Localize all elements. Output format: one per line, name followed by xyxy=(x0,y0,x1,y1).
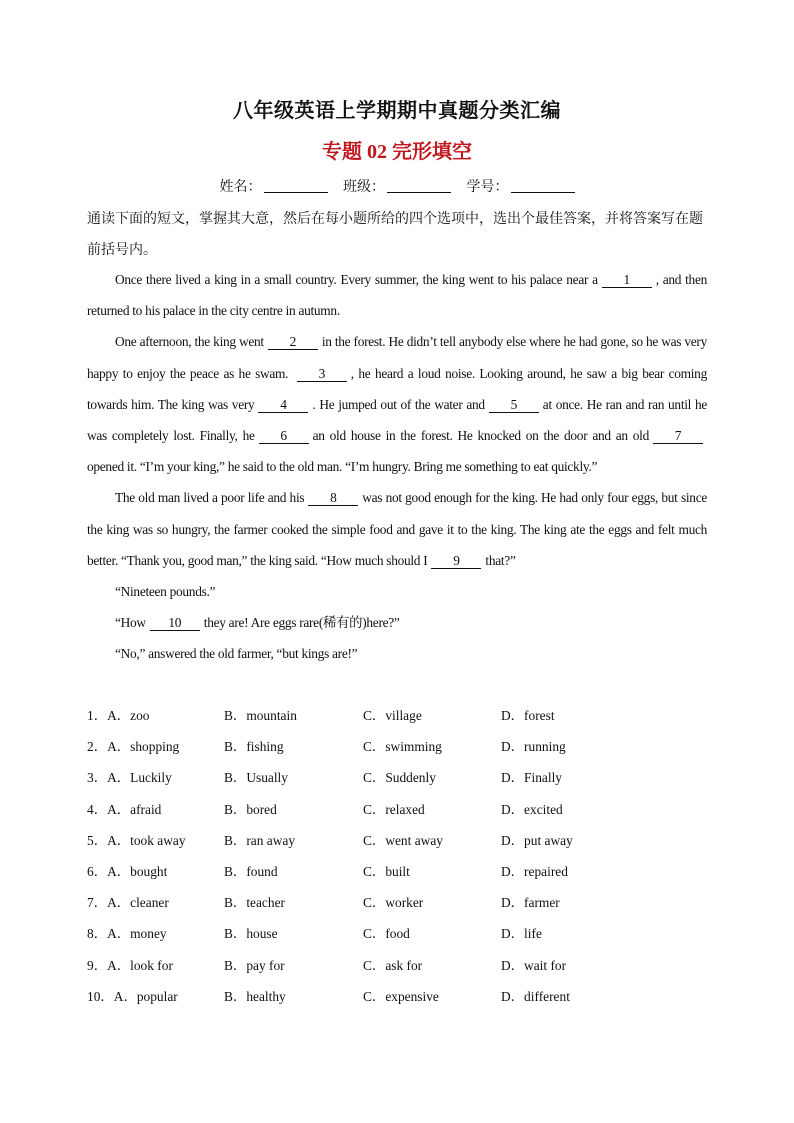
blank-gap: 2 xyxy=(268,334,318,350)
option-row xyxy=(87,856,707,887)
blank-gap: 1 xyxy=(602,272,652,288)
option-c: C．worker xyxy=(363,895,424,911)
name-blank xyxy=(264,178,328,193)
option-d: D．running xyxy=(501,739,566,755)
passage-paragraph xyxy=(87,326,707,482)
passage-paragraph xyxy=(87,264,707,326)
option-row xyxy=(87,762,707,793)
option-b: B．pay for xyxy=(224,957,285,973)
id-field xyxy=(467,180,575,195)
option-b: B．fishing xyxy=(224,739,284,755)
passage-text: that?” xyxy=(485,552,516,568)
option-a: 1．A．zoo xyxy=(87,708,150,723)
passage-text: they are! Are eggs rare(稀有的)here?” xyxy=(203,615,400,631)
option-c: C．went away xyxy=(363,832,443,848)
name-label: 姓名： xyxy=(219,180,262,195)
passage-text: , and then returned to his palace in the city centre in autumn. xyxy=(87,272,707,319)
option-d: D．excited xyxy=(501,801,563,817)
option-c: C．relaxed xyxy=(363,801,425,817)
passage-paragraph: “No,” answered the old farmer, “but kings are!” xyxy=(115,646,358,662)
option-c: C．village xyxy=(363,708,422,723)
option-c: C．swimming xyxy=(363,739,442,755)
passage-text: was not good enough for the king. He had only four eggs, but since the king was so hungry, the farmer cooked the simple food and gave it to the king. The king ate the eggs and felt much better. “Thank you, good man,” the king said. “How much should I xyxy=(87,490,707,568)
option-b: B．ran away xyxy=(224,832,296,848)
name-field xyxy=(220,180,328,195)
option-b: B．house xyxy=(224,926,278,942)
option-row xyxy=(87,950,707,981)
option-a: 5．A．took away xyxy=(87,832,186,848)
option-c: C．built xyxy=(363,863,410,879)
id-label: 学号： xyxy=(466,180,509,195)
id-blank xyxy=(511,178,575,193)
option-c: C．expensive xyxy=(363,988,439,1004)
blank-gap: 7 xyxy=(653,428,703,444)
passage-text: an old house in the forest. He knocked on the door and an old xyxy=(312,428,649,444)
option-b: B．teacher xyxy=(224,895,285,911)
blank-gap: 10 xyxy=(150,615,200,631)
option-d: D．Finally xyxy=(501,770,563,786)
blank-gap: 9 xyxy=(431,553,481,569)
answer-options xyxy=(87,700,707,1012)
passage-text: at once. He ran and ran until he was completely lost. Finally, he xyxy=(87,396,707,444)
option-row xyxy=(87,825,707,856)
class-field xyxy=(343,180,451,195)
option-row xyxy=(87,700,707,731)
cloze-passage xyxy=(87,264,707,670)
blank-gap: 3 xyxy=(297,366,347,382)
option-d: D．repaired xyxy=(501,863,568,879)
passage-text: opened it. “I’m your king,” he said to the old man. “I’m hungry. Bring me something to eat quickly.” xyxy=(87,459,598,475)
option-c: C．food xyxy=(363,926,410,942)
blank-gap: 8 xyxy=(308,490,358,506)
class-label: 班级： xyxy=(343,180,385,195)
blank-gap: 5 xyxy=(489,397,539,413)
page-subtitle: 专题 02 完形填空 xyxy=(322,141,472,163)
option-d: D．life xyxy=(501,926,542,942)
passage-paragraph xyxy=(87,482,707,576)
option-a: 6．A．bought xyxy=(87,863,168,879)
option-c: C．Suddenly xyxy=(363,770,436,786)
student-info-line xyxy=(0,176,794,196)
blank-gap: 4 xyxy=(258,397,308,413)
class-blank xyxy=(387,178,451,193)
option-row xyxy=(87,981,707,1012)
option-b: B．healthy xyxy=(224,988,286,1004)
option-c: C．ask for xyxy=(363,957,423,973)
option-d: D．different xyxy=(501,988,570,1004)
passage-text: , he heard a loud noise. Looking around, he saw a big bear coming towards him. The king was very xyxy=(87,365,707,412)
option-row xyxy=(87,887,707,918)
option-d: D．forest xyxy=(501,708,555,723)
option-row xyxy=(87,918,707,949)
option-a: 3．A．Luckily xyxy=(87,770,172,786)
option-b: B．Usually xyxy=(224,770,288,786)
option-a: 10．A．popular xyxy=(87,988,178,1004)
passage-paragraph: “Nineteen pounds.” xyxy=(115,584,216,600)
option-row xyxy=(87,794,707,825)
passage-text: . He jumped out of the water and xyxy=(312,396,485,412)
option-a: 8．A．money xyxy=(87,926,167,942)
option-d: D．put away xyxy=(501,832,573,848)
page-title: 八年级英语上学期期中真题分类汇编 xyxy=(233,100,561,122)
option-a: 4．A．afraid xyxy=(87,801,162,817)
option-a: 2．A．shopping xyxy=(87,739,180,755)
passage-text: One afternoon, the king went xyxy=(115,334,264,350)
option-b: B．mountain xyxy=(224,708,297,723)
passage-text: “How xyxy=(115,615,146,631)
instructions: 通读下面的短文，掌握其大意，然后在每小题所给的四个选项中，选出个最佳答案，并将答案写在题前括号内。 xyxy=(87,212,703,258)
passage-text: in the forest. He didn’t tell anybody else where he had gone, so he was very happy to enjoy the peace as he swam. xyxy=(87,334,707,381)
option-b: B．found xyxy=(224,863,278,879)
option-row xyxy=(87,731,707,762)
option-d: D．wait for xyxy=(501,957,567,973)
passage-paragraph xyxy=(87,607,707,638)
passage-text: Once there lived a king in a small country. Every summer, the king went to his palace near a xyxy=(115,272,598,287)
option-b: B．bored xyxy=(224,801,277,817)
option-a: 7．A．cleaner xyxy=(87,895,169,911)
blank-gap: 6 xyxy=(259,428,309,444)
option-a: 9．A．look for xyxy=(87,957,173,973)
option-d: D．farmer xyxy=(501,895,560,911)
passage-text: The old man lived a poor life and his xyxy=(115,490,305,506)
